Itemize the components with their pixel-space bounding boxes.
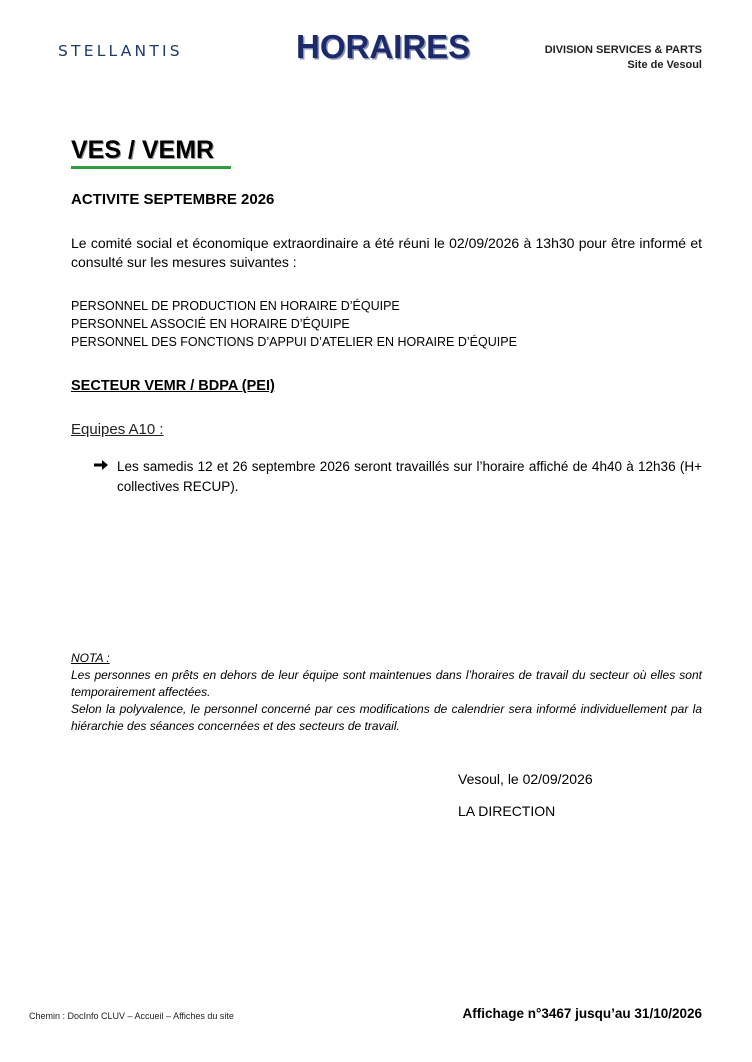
- division-block: [545, 43, 702, 73]
- sector-heading: SECTEUR VEMR / BDPA (PEI): [71, 378, 275, 394]
- right-arrow-icon: [93, 457, 109, 473]
- page-title: HORAIRES: [296, 28, 471, 65]
- heading-underline: [71, 166, 231, 169]
- division-name: DIVISION SERVICES & PARTS: [544, 44, 702, 56]
- place-date: Vesoul, le 02/09/2026: [458, 771, 593, 787]
- nota-line: Les personnes en prêts en dehors de leur équipe sont maintenues dans l’horaires de travail du secteur où elles sont temporairement affectées.: [71, 668, 702, 699]
- document-heading: VES / VEMR: [71, 136, 215, 164]
- staff-item: PERSONNEL ASSOCIÉ EN HORAIRE D’ÉQUIPE: [71, 317, 350, 331]
- nota-line: Selon la polyvalence, le personnel concerné par ces modifications de calendrier sera informé individuellement par la hiérarchie des séances concernées et des secteurs de travail.: [71, 702, 702, 733]
- nota-block: [71, 650, 702, 735]
- staff-item: PERSONNEL DES FONCTIONS D’APPUI D’ATELIER EN HORAIRE D’ÉQUIPE: [71, 335, 517, 349]
- nota-label: NOTA :: [71, 651, 110, 665]
- logo-text: STELLANTIS: [58, 42, 183, 60]
- intro-paragraph: Le comité social et économique extraordinaire a été réuni le 02/09/2026 à 13h30 pour être informé et consulté sur les mesures suivantes :: [71, 235, 702, 270]
- posting-number: Affichage n°3467 jusqu’au 31/10/2026: [462, 1006, 702, 1021]
- activity-heading: ACTIVITE SEPTEMBRE 2026: [71, 191, 275, 208]
- staff-item: PERSONNEL DE PRODUCTION EN HORAIRE D’ÉQUIPE: [71, 299, 400, 313]
- team-heading: Equipes A10 :: [71, 421, 164, 438]
- site-name: Site de Vesoul: [627, 59, 702, 71]
- stellantis-logo: [58, 36, 220, 68]
- signature: LA DIRECTION: [458, 803, 556, 819]
- staff-list: [71, 297, 517, 351]
- footer-path: Chemin : DocInfo CLUV – Accueil – Affiches du site: [29, 1011, 234, 1021]
- bullet-item: Les samedis 12 et 26 septembre 2026 seront travaillés sur l’horaire affiché de 4h40 à 12h36 (H+ collectives RECUP).: [117, 459, 702, 494]
